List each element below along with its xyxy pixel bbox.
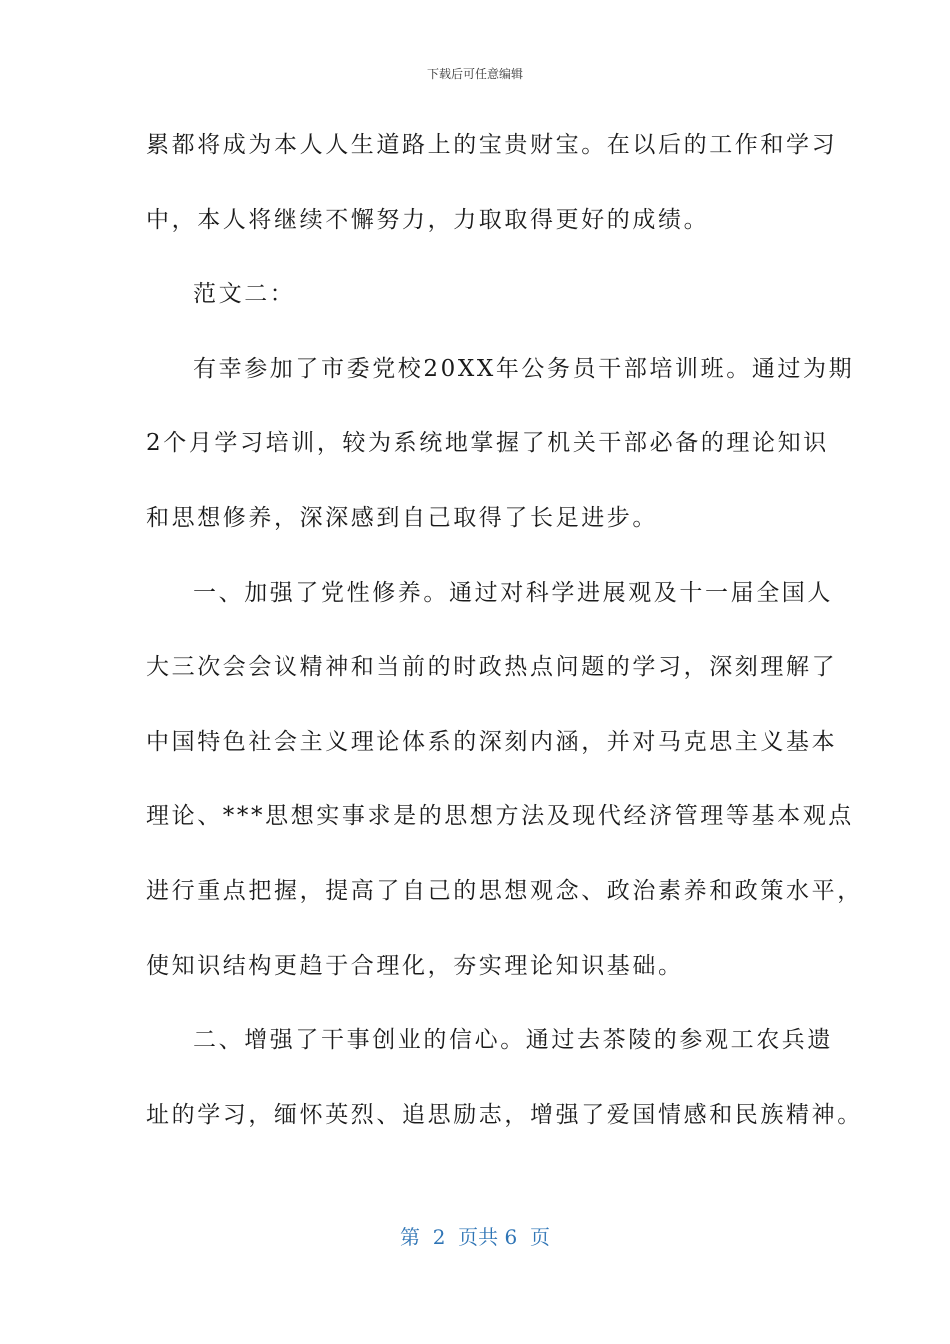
text-line: 和思想修养，深深感到自己取得了长足进步。 <box>146 504 658 531</box>
text-line: 有幸参加了市委党校20XX年公务员干部培训班。通过为期 <box>193 355 855 382</box>
document-body <box>146 120 863 1164</box>
page-header: 下载后可任意编辑 <box>426 67 523 81</box>
text-line: 理论、***思想实事求是的思想方法及现代经济管理等基本观点 <box>146 803 854 830</box>
text-line: 址的学习，缅怀英烈、追思励志，增强了爱国情感和民族精神。 <box>146 1101 863 1128</box>
text-line: 二、增强了干事创业的信心。通过去茶陵的参观工农兵遗 <box>193 1027 833 1054</box>
text-line: 一、加强了党性修养。通过对科学进展观及十一届全国人 <box>193 579 833 606</box>
text-line: 中，本人将继续不懈努力，力取取得更好的成绩。 <box>146 206 710 233</box>
paragraph-heading: 范文二： <box>193 281 296 308</box>
page-number-footer: 第 2 页共 6 页 <box>400 1225 550 1249</box>
text-line: 进行重点把握，提高了自己的思想观念、政治素养和政策水平， <box>146 877 863 904</box>
text-line: 使知识结构更趋于合理化，夯实理论知识基础。 <box>146 952 684 979</box>
text-line: 累都将成为本人人生道路上的宝贵财宝。在以后的工作和学习 <box>146 132 838 158</box>
text-line: 2个月学习培训，较为系统地掌握了机关干部必备的理论知识 <box>146 430 829 457</box>
text-line: 大三次会会议精神和当前的时政热点问题的学习，深刻理解了 <box>146 654 838 681</box>
text-line: 中国特色社会主义理论体系的深刻内涵，并对马克思主义基本 <box>146 728 838 755</box>
